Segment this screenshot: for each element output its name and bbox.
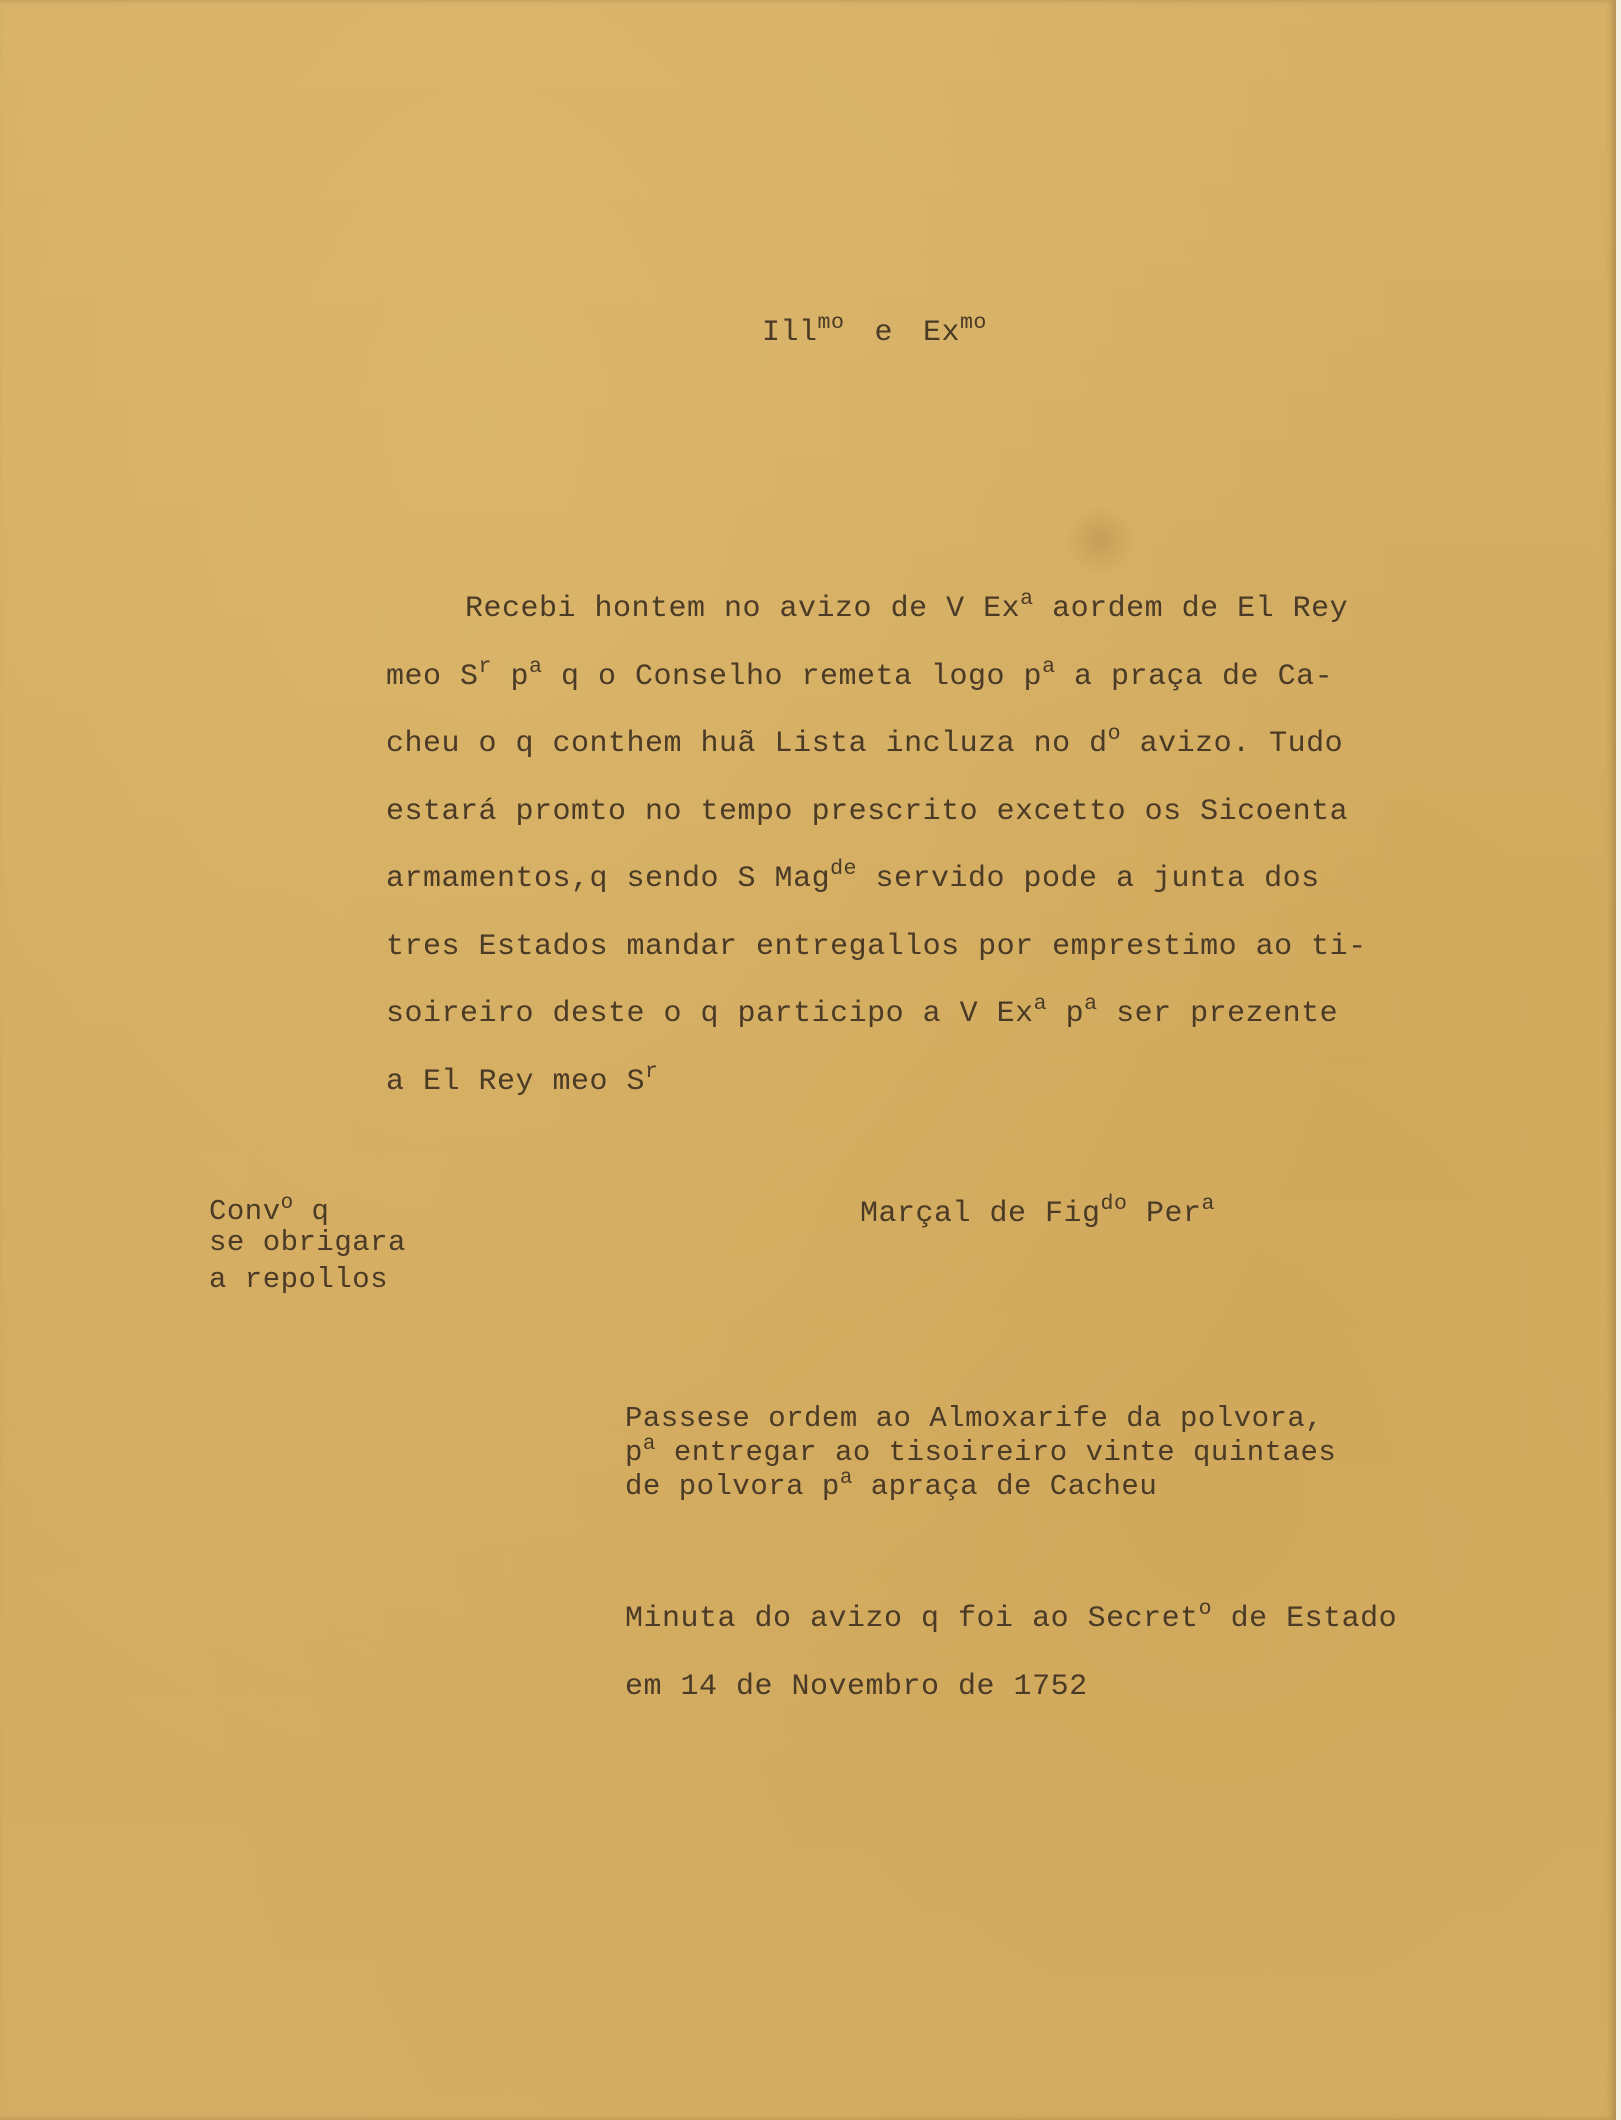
body-line-8 <box>386 1060 659 1101</box>
order-note-line-3-text: de polvora p <box>625 1470 840 1503</box>
minute-line-1-sup: o <box>1198 1597 1213 1622</box>
body-line-4-text: estará promto no tempo prescrito excetto os Sicoenta <box>386 795 1349 829</box>
body-line-6-text: tres Estados mandar entregallos por emprestimo ao ti- <box>386 930 1367 964</box>
body-line-5-sup: de <box>830 857 857 882</box>
minute-line-1-text: Minuta do avizo q foi ao Secret <box>625 1602 1199 1636</box>
body-line-6 <box>386 930 1367 964</box>
body-line-2-text: meo S <box>386 660 479 694</box>
margin-note-line-3-text: a repollos <box>209 1263 389 1296</box>
signature-text: Marçal de Fig <box>860 1197 1101 1231</box>
body-line-8-sup: r <box>645 1060 659 1085</box>
body-line-1-text: Recebi hontem no avizo de V Ex <box>465 592 1021 626</box>
body-line-3-sup: o <box>1107 722 1122 747</box>
body-line-2-sup: r <box>478 655 492 680</box>
order-note-line-3-text-2: apraça de Cacheu <box>852 1470 1158 1503</box>
salutation-part1: Ill <box>762 316 818 350</box>
body-line-5-text: armamentos,q sendo S Mag <box>386 862 831 896</box>
margin-note-line-3 <box>209 1265 388 1295</box>
minute-line-2-text: em 14 de Novembro de 1752 <box>625 1670 1088 1704</box>
order-note-line-1 <box>625 1404 1323 1434</box>
body-line-8-text: a El Rey meo S <box>386 1065 646 1099</box>
body-line-2-sup-3: a <box>1042 655 1056 680</box>
body-line-5-text-2: servido pode a junta dos <box>857 862 1320 896</box>
paper-stain <box>1065 505 1135 575</box>
order-note-line-1-text: Passese ordem ao Almoxarife da polvora, <box>625 1402 1324 1435</box>
order-note-line-3-sup: a <box>839 1466 853 1490</box>
body-line-1-text-2: aordem de El Rey <box>1033 592 1349 626</box>
margin-note-sup: o <box>280 1191 294 1215</box>
body-line-2-sup-2: a <box>529 655 543 680</box>
body-line-7-text-3: ser prezente <box>1097 997 1339 1031</box>
body-line-7 <box>386 992 1339 1033</box>
order-note-line-2-sup: a <box>642 1432 656 1456</box>
body-line-2-text-4: a praça de Ca- <box>1055 660 1334 694</box>
body-line-2 <box>386 655 1334 696</box>
signature-sup-2: a <box>1201 1192 1215 1217</box>
body-line-3-text-2: avizo. Tudo <box>1121 727 1344 761</box>
body-line-4 <box>386 795 1348 829</box>
margin-note-line-2-text: se obrigara <box>209 1226 406 1259</box>
margin-note-line-2 <box>209 1228 406 1258</box>
body-line-2-text-3: q o Conselho remeta logo p <box>542 660 1043 694</box>
minute-line-1-text-2: de Estado <box>1212 1602 1398 1636</box>
order-note-line-2-text-2: entregar ao tisoireiro vinte quintaes <box>655 1436 1337 1469</box>
order-note-line-3 <box>625 1466 1158 1505</box>
signature <box>860 1192 1215 1233</box>
salutation-part2: Ex <box>922 316 960 350</box>
body-line-2-text-2: p <box>491 660 529 694</box>
signature-text-2: Per <box>1127 1197 1202 1231</box>
signature-sup: do <box>1100 1192 1128 1217</box>
salutation-part2-sup: mo <box>959 311 987 336</box>
body-line-3-text: cheu o q conthem huã Lista incluza no d <box>386 727 1108 761</box>
order-note-line-2 <box>625 1432 1337 1471</box>
body-line-7-text: soireiro deste o q participo a V Ex <box>386 997 1034 1031</box>
order-note-line-2-text: p <box>625 1436 643 1469</box>
body-line-7-sup: a <box>1033 992 1048 1017</box>
body-line-1 <box>465 587 1349 628</box>
body-line-7-text-2: p <box>1047 997 1085 1031</box>
body-line-7-sup-2: a <box>1084 992 1098 1017</box>
minute-line-2 <box>625 1670 1088 1704</box>
salutation <box>762 311 987 352</box>
minute-line-1 <box>625 1597 1398 1638</box>
salutation-part1-sup: mo <box>817 311 845 336</box>
margin-note-text-2: q <box>293 1195 330 1228</box>
body-line-1-sup: a <box>1020 587 1034 612</box>
salutation-conj: e <box>874 316 893 350</box>
body-line-3 <box>386 722 1344 763</box>
margin-note-text: Conv <box>209 1195 281 1228</box>
body-line-5 <box>386 857 1320 898</box>
